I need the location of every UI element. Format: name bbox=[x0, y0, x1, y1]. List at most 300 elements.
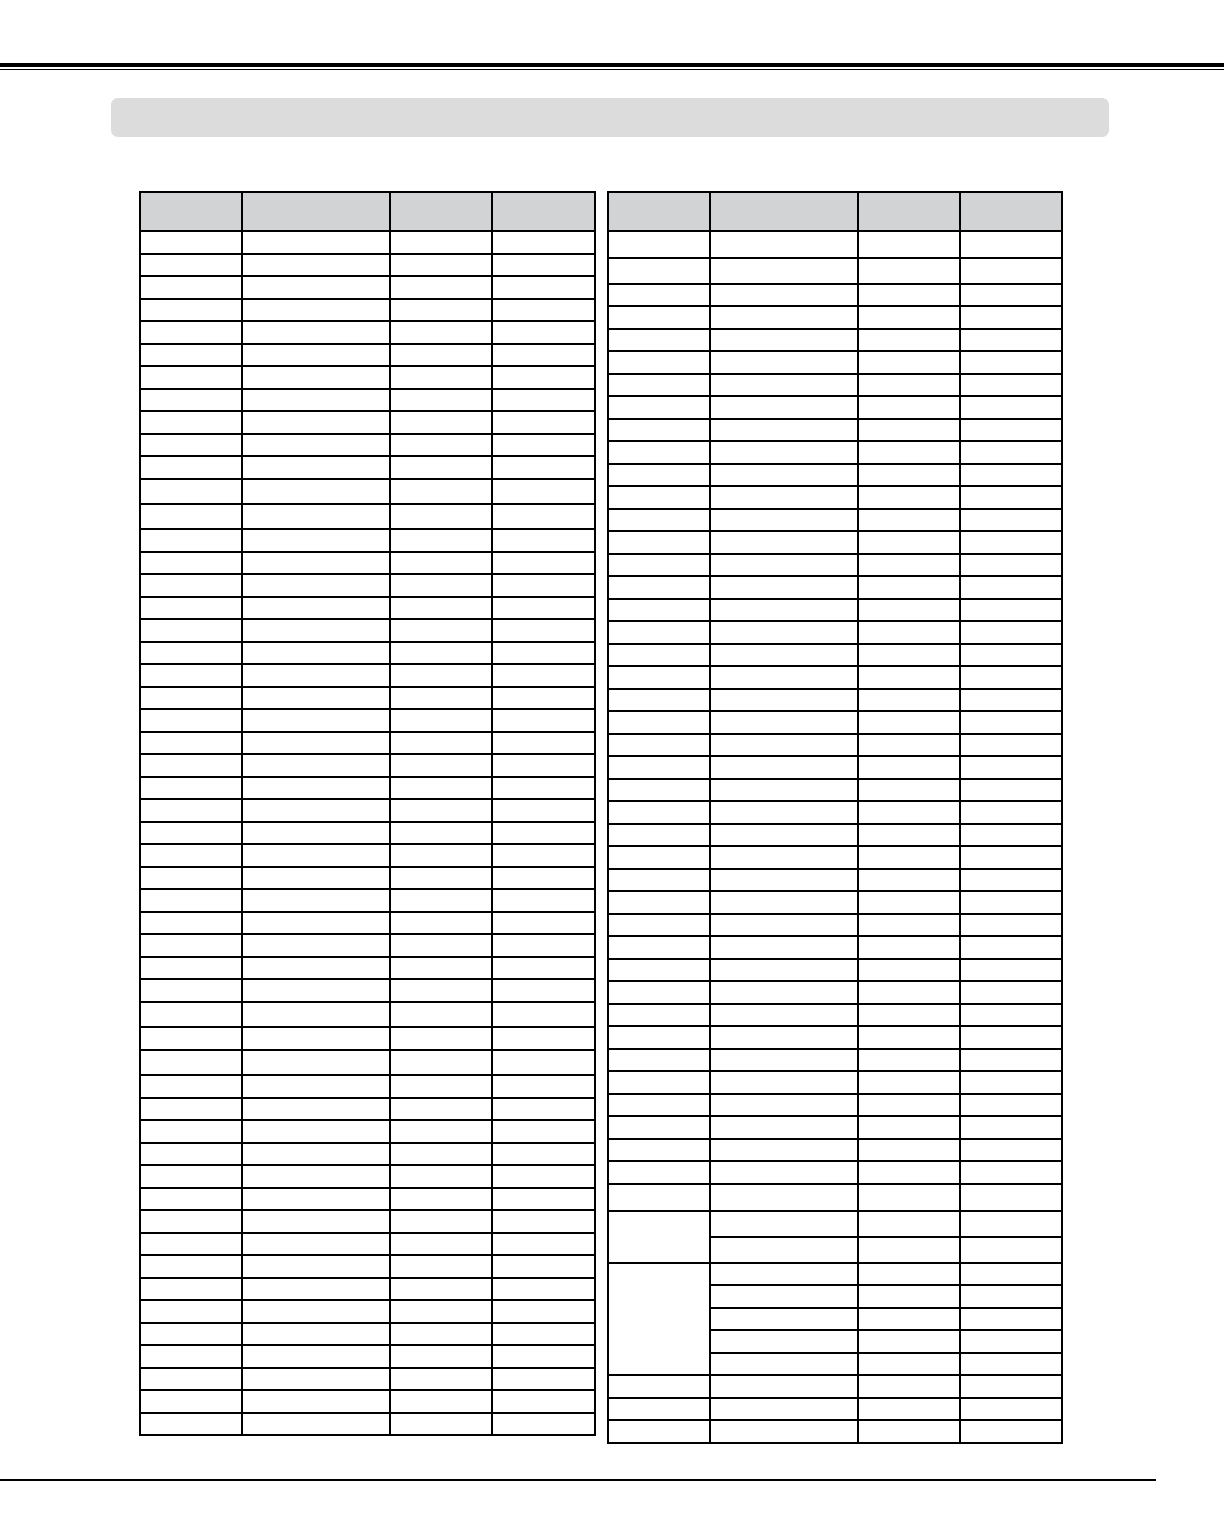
table-cell bbox=[960, 396, 1062, 419]
table-cell bbox=[242, 299, 390, 321]
table-cell bbox=[960, 509, 1062, 531]
table-cell bbox=[960, 306, 1062, 329]
header-cell bbox=[710, 192, 858, 231]
table-cell bbox=[242, 1300, 390, 1323]
table-cell bbox=[858, 1375, 960, 1398]
table-cell bbox=[608, 936, 710, 959]
table-cell bbox=[140, 1050, 242, 1075]
table-cell bbox=[390, 254, 492, 276]
table-row bbox=[608, 824, 1062, 846]
table-cell bbox=[960, 824, 1062, 846]
table-cell bbox=[390, 1278, 492, 1300]
table-cell bbox=[242, 1413, 390, 1435]
table-cell bbox=[140, 434, 242, 456]
table-cell bbox=[492, 1300, 595, 1323]
table-cell bbox=[242, 687, 390, 709]
table-row bbox=[608, 959, 1062, 981]
table-cell bbox=[492, 1143, 595, 1165]
table-cell bbox=[140, 664, 242, 687]
table-cell bbox=[608, 801, 710, 824]
table-cell bbox=[710, 441, 858, 464]
table-cell bbox=[710, 1263, 858, 1285]
table-cell bbox=[858, 1094, 960, 1116]
header-cell bbox=[140, 192, 242, 231]
table-cell bbox=[140, 597, 242, 619]
table-cell bbox=[140, 912, 242, 934]
table-cell bbox=[960, 1049, 1062, 1071]
table-cell bbox=[960, 1211, 1062, 1237]
table-cell bbox=[242, 1368, 390, 1390]
table-cell bbox=[492, 1050, 595, 1075]
table-cell bbox=[608, 509, 710, 531]
table-cell bbox=[140, 889, 242, 912]
top-rule bbox=[0, 63, 1224, 67]
table-cell bbox=[858, 666, 960, 689]
table-cell bbox=[390, 664, 492, 687]
table-cell bbox=[608, 419, 710, 441]
table-cell bbox=[858, 914, 960, 936]
table-cell bbox=[858, 441, 960, 464]
table-cell bbox=[140, 1027, 242, 1050]
table-cell bbox=[242, 709, 390, 732]
table-cell bbox=[710, 464, 858, 486]
table-cell bbox=[242, 1210, 390, 1233]
table-row bbox=[608, 396, 1062, 419]
table-row bbox=[608, 576, 1062, 599]
table-cell bbox=[608, 1161, 710, 1184]
table-cell bbox=[710, 779, 858, 801]
table-cell bbox=[492, 664, 595, 687]
table-row bbox=[140, 1210, 595, 1233]
table-cell bbox=[242, 822, 390, 844]
table-cell bbox=[140, 1368, 242, 1390]
table-cell bbox=[960, 1026, 1062, 1049]
table-row bbox=[608, 554, 1062, 576]
table-cell bbox=[390, 366, 492, 389]
table-cell bbox=[960, 258, 1062, 284]
table-cell bbox=[608, 1094, 710, 1116]
table-cell bbox=[242, 479, 390, 504]
table-cell bbox=[960, 711, 1062, 734]
table-cell bbox=[492, 1188, 595, 1210]
table-row bbox=[140, 1390, 595, 1413]
table-cell bbox=[608, 599, 710, 621]
table-cell bbox=[710, 1184, 858, 1211]
table-cell bbox=[858, 756, 960, 779]
table-row bbox=[140, 912, 595, 934]
table-row bbox=[608, 599, 1062, 621]
table-cell bbox=[608, 824, 710, 846]
table-cell bbox=[858, 509, 960, 531]
table-cell bbox=[960, 1094, 1062, 1116]
table-row bbox=[140, 299, 595, 321]
table-cell bbox=[140, 687, 242, 709]
table-cell bbox=[960, 644, 1062, 666]
table-row bbox=[608, 734, 1062, 756]
table-row bbox=[140, 1300, 595, 1323]
table-cell bbox=[492, 1098, 595, 1120]
table-cell bbox=[390, 1413, 492, 1435]
table-cell bbox=[858, 779, 960, 801]
top-rule-secondary bbox=[0, 69, 1224, 70]
table-row bbox=[140, 979, 595, 1002]
table-cell bbox=[242, 979, 390, 1002]
table-cell bbox=[710, 1375, 858, 1398]
table-cell bbox=[390, 822, 492, 844]
table-cell bbox=[140, 411, 242, 434]
table-row bbox=[608, 801, 1062, 824]
table-cell bbox=[242, 1255, 390, 1278]
table-cell bbox=[492, 934, 595, 957]
table-cell bbox=[960, 231, 1062, 258]
table-cell bbox=[242, 1143, 390, 1165]
table-row bbox=[608, 1184, 1062, 1211]
table-cell bbox=[242, 344, 390, 366]
table-cell bbox=[960, 1116, 1062, 1139]
table-cell bbox=[608, 1420, 710, 1443]
table-header-row bbox=[140, 192, 595, 231]
table-cell bbox=[960, 576, 1062, 599]
table-cell bbox=[858, 981, 960, 1004]
data-table-left bbox=[139, 191, 596, 1436]
table-cell bbox=[242, 799, 390, 822]
table-cell bbox=[140, 799, 242, 822]
table-cell bbox=[960, 1398, 1062, 1420]
table-cell bbox=[390, 1233, 492, 1255]
table-cell bbox=[858, 1285, 960, 1308]
header-cell bbox=[390, 192, 492, 231]
table-cell bbox=[710, 869, 858, 891]
table-cell bbox=[608, 846, 710, 869]
table-cell bbox=[710, 1308, 858, 1330]
table-cell bbox=[242, 934, 390, 957]
section-title-bar bbox=[111, 98, 1109, 137]
table-cell bbox=[492, 732, 595, 754]
table-row bbox=[140, 434, 595, 456]
table-cell bbox=[858, 599, 960, 621]
table-cell bbox=[710, 351, 858, 374]
table-cell bbox=[710, 689, 858, 711]
table-cell bbox=[710, 914, 858, 936]
table-cell bbox=[710, 284, 858, 306]
table-cell bbox=[140, 389, 242, 411]
table-cell bbox=[858, 258, 960, 284]
table-cell bbox=[960, 486, 1062, 509]
table-row bbox=[608, 779, 1062, 801]
table-cell-merged bbox=[608, 1211, 710, 1263]
table-cell bbox=[858, 284, 960, 306]
table-cell bbox=[960, 374, 1062, 396]
table-cell bbox=[960, 1420, 1062, 1443]
table-row bbox=[140, 1278, 595, 1300]
table-row bbox=[608, 441, 1062, 464]
table-cell bbox=[608, 1026, 710, 1049]
table-cell bbox=[960, 1353, 1062, 1375]
table-cell bbox=[492, 844, 595, 867]
table-row bbox=[140, 1188, 595, 1210]
table-row bbox=[140, 1233, 595, 1255]
table-cell bbox=[858, 936, 960, 959]
table-cell bbox=[242, 552, 390, 574]
table-row bbox=[140, 687, 595, 709]
table-header-row bbox=[608, 192, 1062, 231]
table-cell bbox=[608, 441, 710, 464]
table-cell bbox=[492, 411, 595, 434]
table-cell bbox=[140, 822, 242, 844]
table-row bbox=[140, 1075, 595, 1098]
table-cell bbox=[140, 1098, 242, 1120]
table-cell bbox=[608, 689, 710, 711]
table-cell bbox=[608, 959, 710, 981]
header-cell bbox=[242, 192, 390, 231]
table-cell bbox=[242, 254, 390, 276]
table-cell bbox=[242, 957, 390, 979]
table-cell bbox=[140, 1210, 242, 1233]
table-cell bbox=[492, 1027, 595, 1050]
table-cell bbox=[858, 1139, 960, 1161]
table-cell bbox=[960, 1285, 1062, 1308]
table-cell bbox=[242, 366, 390, 389]
table-cell bbox=[608, 576, 710, 599]
table-cell bbox=[960, 531, 1062, 554]
table-cell bbox=[140, 732, 242, 754]
table-cell bbox=[608, 554, 710, 576]
table-cell bbox=[140, 574, 242, 597]
table-cell bbox=[608, 351, 710, 374]
table-row bbox=[608, 1094, 1062, 1116]
table-cell bbox=[390, 344, 492, 366]
table-row bbox=[140, 1345, 595, 1368]
table-row bbox=[608, 258, 1062, 284]
table-cell bbox=[242, 1165, 390, 1188]
table-row bbox=[140, 456, 595, 479]
table-cell bbox=[492, 479, 595, 504]
table-cell bbox=[242, 389, 390, 411]
table-cell bbox=[608, 258, 710, 284]
table-cell bbox=[608, 1184, 710, 1211]
table-cell bbox=[608, 531, 710, 554]
table-cell bbox=[390, 1075, 492, 1098]
table-cell bbox=[242, 732, 390, 754]
table-cell bbox=[710, 891, 858, 914]
table-row bbox=[140, 732, 595, 754]
table-cell bbox=[242, 1120, 390, 1143]
table-row bbox=[140, 844, 595, 867]
table-cell bbox=[710, 1026, 858, 1049]
table-cell bbox=[390, 1165, 492, 1188]
table-cell bbox=[492, 344, 595, 366]
table-row bbox=[140, 642, 595, 664]
table-cell bbox=[710, 1237, 858, 1263]
table-cell bbox=[390, 1345, 492, 1368]
table-cell bbox=[710, 756, 858, 779]
table-cell bbox=[858, 329, 960, 351]
table-cell bbox=[140, 1390, 242, 1413]
table-cell bbox=[960, 734, 1062, 756]
table-cell bbox=[242, 1098, 390, 1120]
table-cell bbox=[242, 1027, 390, 1050]
table-cell bbox=[492, 957, 595, 979]
data-table-right bbox=[607, 191, 1063, 1444]
table-row bbox=[140, 504, 595, 529]
table-cell bbox=[710, 419, 858, 441]
table-cell bbox=[608, 486, 710, 509]
table-cell bbox=[858, 1026, 960, 1049]
table-cell bbox=[858, 959, 960, 981]
table-cell bbox=[390, 867, 492, 889]
table-cell bbox=[960, 621, 1062, 644]
table-cell bbox=[140, 979, 242, 1002]
table-cell bbox=[492, 822, 595, 844]
table-cell bbox=[710, 981, 858, 1004]
table-cell bbox=[492, 1002, 595, 1027]
table-row bbox=[140, 276, 595, 299]
table-cell bbox=[242, 1233, 390, 1255]
table-cell bbox=[140, 344, 242, 366]
table-cell bbox=[710, 554, 858, 576]
table-cell bbox=[608, 464, 710, 486]
table-cell bbox=[608, 284, 710, 306]
table-cell bbox=[960, 689, 1062, 711]
table-cell bbox=[608, 891, 710, 914]
table-cell bbox=[140, 299, 242, 321]
table-row bbox=[140, 529, 595, 552]
table-row bbox=[608, 936, 1062, 959]
table-row bbox=[140, 1050, 595, 1075]
table-row bbox=[608, 351, 1062, 374]
table-cell bbox=[858, 689, 960, 711]
table-row bbox=[140, 231, 595, 254]
table-cell bbox=[608, 644, 710, 666]
table-cell bbox=[710, 396, 858, 419]
table-cell bbox=[242, 777, 390, 799]
table-cell bbox=[492, 321, 595, 344]
table-row bbox=[608, 891, 1062, 914]
table-row bbox=[140, 254, 595, 276]
table-row bbox=[140, 822, 595, 844]
table-cell bbox=[960, 1330, 1062, 1353]
table-cell bbox=[242, 574, 390, 597]
table-cell bbox=[710, 936, 858, 959]
table-cell bbox=[242, 1002, 390, 1027]
table-cell bbox=[960, 846, 1062, 869]
table-row bbox=[140, 1143, 595, 1165]
table-cell bbox=[608, 734, 710, 756]
table-row bbox=[608, 711, 1062, 734]
table-cell bbox=[710, 1211, 858, 1237]
table-cell bbox=[608, 306, 710, 329]
table-cell bbox=[140, 754, 242, 777]
table-cell bbox=[710, 258, 858, 284]
table-cell bbox=[140, 777, 242, 799]
table-cell bbox=[960, 1308, 1062, 1330]
table-cell bbox=[390, 231, 492, 254]
table-cell bbox=[710, 576, 858, 599]
table-cell bbox=[492, 231, 595, 254]
table-cell bbox=[140, 1233, 242, 1255]
table-cell bbox=[858, 1211, 960, 1237]
table-cell bbox=[960, 554, 1062, 576]
table-cell bbox=[960, 1237, 1062, 1263]
table-cell bbox=[390, 844, 492, 867]
table-row bbox=[140, 957, 595, 979]
table-cell bbox=[710, 1116, 858, 1139]
table-row bbox=[608, 1263, 1062, 1285]
table-cell bbox=[492, 434, 595, 456]
table-cell bbox=[140, 1323, 242, 1345]
table-cell bbox=[140, 504, 242, 529]
table-cell bbox=[960, 666, 1062, 689]
table-cell bbox=[608, 756, 710, 779]
table-cell bbox=[710, 959, 858, 981]
table-cell bbox=[140, 709, 242, 732]
table-cell bbox=[492, 1120, 595, 1143]
table-cell bbox=[492, 1278, 595, 1300]
table-cell bbox=[608, 914, 710, 936]
table-cell bbox=[242, 1075, 390, 1098]
table-row bbox=[608, 1398, 1062, 1420]
table-row bbox=[608, 981, 1062, 1004]
table-cell bbox=[858, 1071, 960, 1094]
table-cell bbox=[390, 732, 492, 754]
table-cell bbox=[858, 576, 960, 599]
table-cell bbox=[710, 1139, 858, 1161]
table-cell bbox=[390, 889, 492, 912]
table-cell bbox=[140, 1345, 242, 1368]
table-cell bbox=[492, 1165, 595, 1188]
bottom-rule bbox=[0, 1479, 1156, 1481]
table-row bbox=[140, 1098, 595, 1120]
table-row bbox=[140, 321, 595, 344]
table-row bbox=[608, 1211, 1062, 1237]
table-cell bbox=[492, 754, 595, 777]
table-cell bbox=[710, 1353, 858, 1375]
table-cell bbox=[390, 1143, 492, 1165]
table-cell bbox=[858, 846, 960, 869]
table-cell bbox=[858, 869, 960, 891]
table-cell bbox=[608, 1375, 710, 1398]
table-cell bbox=[858, 464, 960, 486]
table-cell bbox=[710, 666, 858, 689]
table-cell bbox=[492, 642, 595, 664]
table-cell bbox=[242, 664, 390, 687]
table-cell bbox=[710, 531, 858, 554]
table-cell bbox=[858, 1237, 960, 1263]
table-cell bbox=[492, 867, 595, 889]
table-cell bbox=[492, 619, 595, 642]
table-row bbox=[608, 464, 1062, 486]
table-cell bbox=[858, 824, 960, 846]
table-cell bbox=[858, 1263, 960, 1285]
table-cell bbox=[608, 1139, 710, 1161]
table-cell bbox=[390, 912, 492, 934]
table-row bbox=[608, 1161, 1062, 1184]
table-cell bbox=[390, 687, 492, 709]
table-cell bbox=[242, 1390, 390, 1413]
table-cell bbox=[390, 777, 492, 799]
table-cell bbox=[492, 687, 595, 709]
table-cell bbox=[608, 869, 710, 891]
table-cell bbox=[242, 597, 390, 619]
table-cell bbox=[140, 619, 242, 642]
table-row bbox=[608, 284, 1062, 306]
table-cell bbox=[608, 396, 710, 419]
table-row bbox=[140, 1255, 595, 1278]
table-cell bbox=[858, 1308, 960, 1330]
table-cell bbox=[858, 1353, 960, 1375]
table-row bbox=[608, 914, 1062, 936]
header-cell bbox=[492, 192, 595, 231]
